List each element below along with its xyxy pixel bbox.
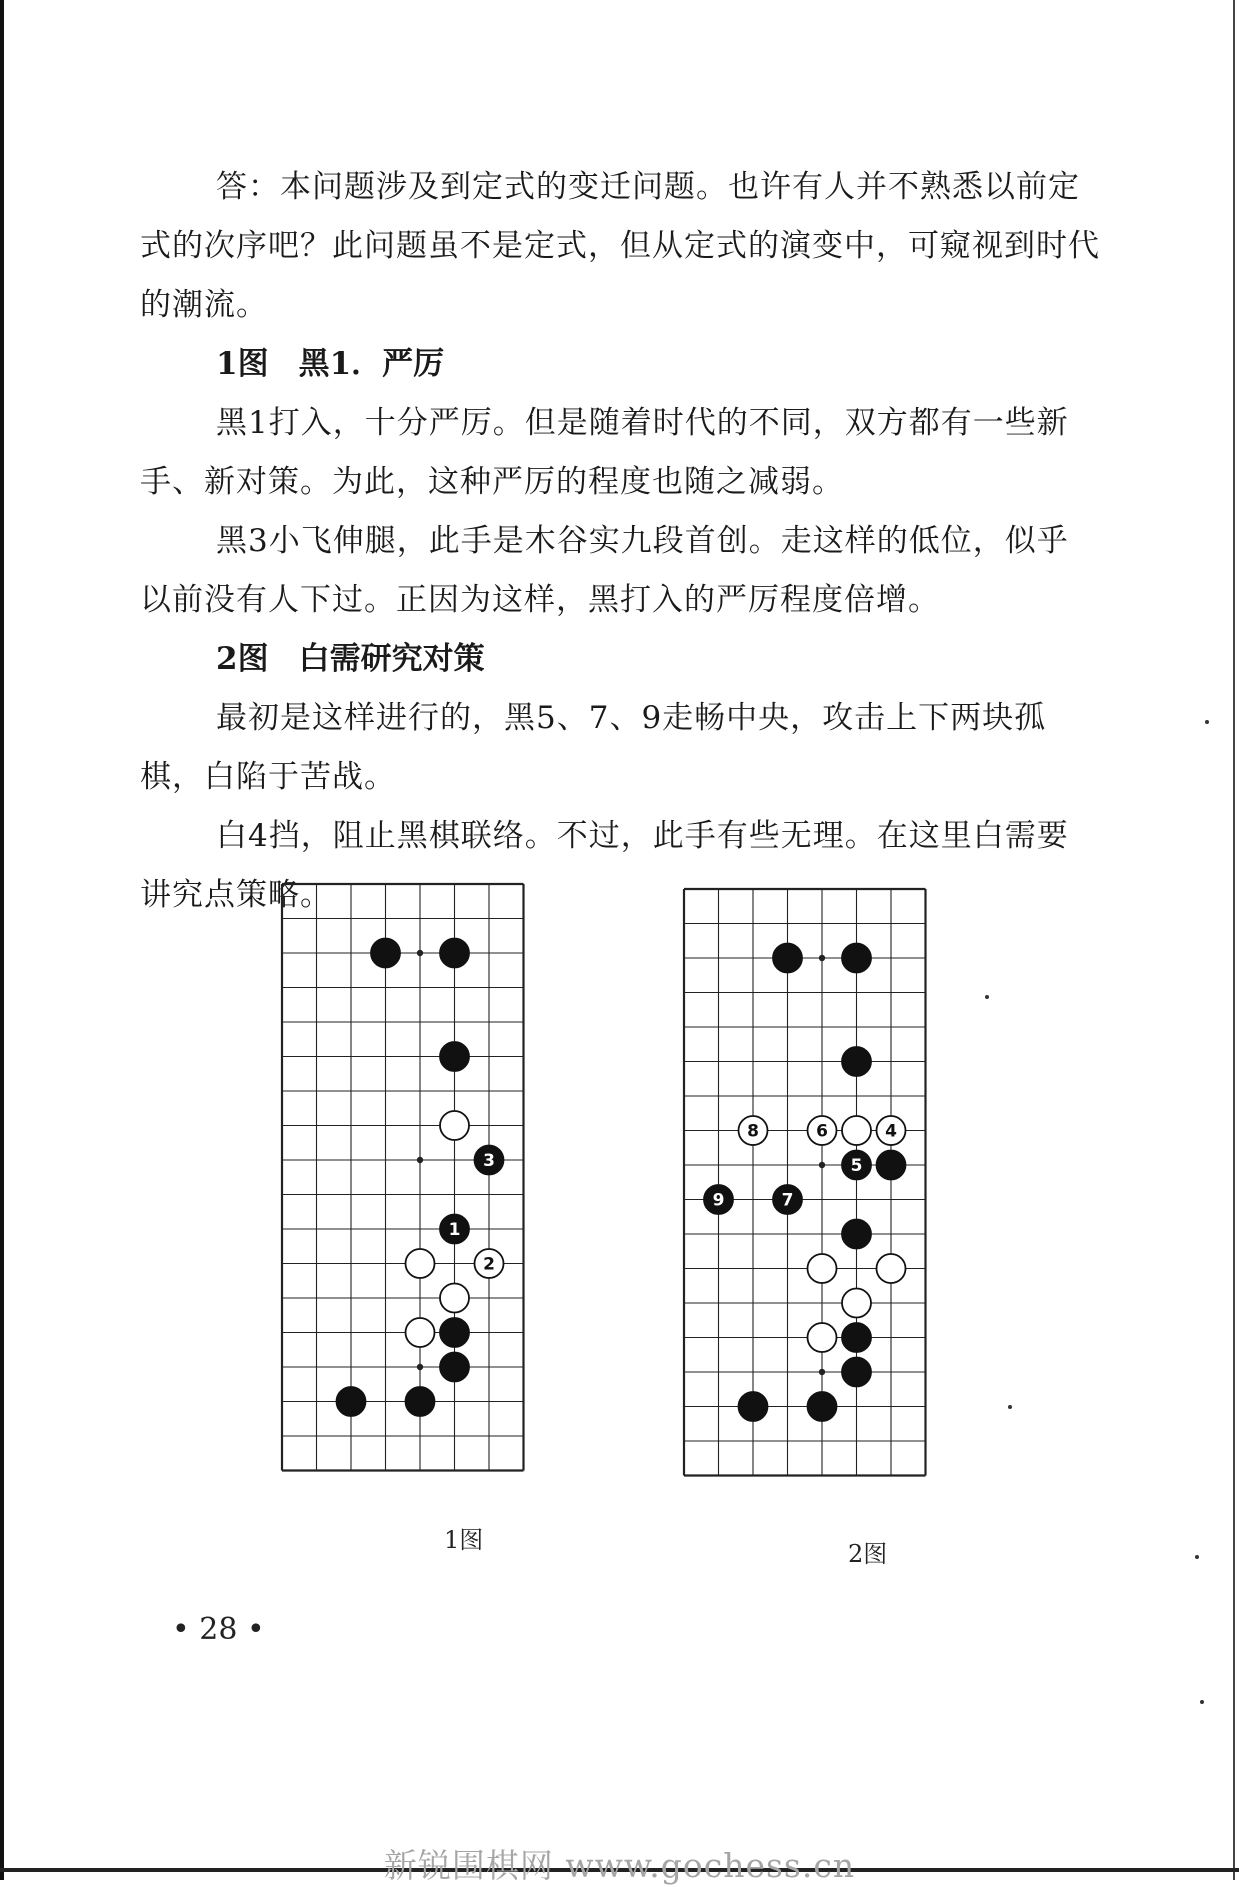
- black-stone: [877, 1151, 906, 1180]
- board-grid: [684, 889, 926, 1476]
- go-diagram-1: [278, 880, 558, 1505]
- white-stone: [475, 1249, 504, 1278]
- board-grid: [282, 884, 524, 1471]
- white-stone: [877, 1254, 906, 1283]
- scan-speck: [1205, 720, 1209, 724]
- body-text: [140, 158, 1100, 925]
- paragraph-black1: 黑1打入，十分严厉。但是随着时代的不同，双方都有一些新手、新对策。为此，这种严厉的程度也随之减弱。: [140, 405, 1069, 500]
- white-stone: [877, 1116, 906, 1145]
- black-stone: [842, 944, 871, 973]
- black-stone: [406, 1387, 435, 1416]
- black-stone: [440, 939, 469, 968]
- move-number-label: 7: [781, 1190, 794, 1211]
- white-stone: [808, 1116, 837, 1145]
- move-number-label: 3: [483, 1151, 495, 1171]
- white-stone: [808, 1254, 837, 1283]
- move-number-label: 5: [850, 1156, 863, 1176]
- black-stone: [842, 1047, 871, 1076]
- star-point: [819, 955, 825, 961]
- black-stone: [739, 1392, 768, 1421]
- black-stone: [842, 1358, 871, 1387]
- white-stone: [406, 1249, 435, 1278]
- star-point: [819, 1369, 825, 1375]
- black-stone: [440, 1215, 469, 1244]
- go-diagram-2: [680, 885, 960, 1510]
- move-number-label: 6: [816, 1121, 828, 1142]
- star-point: [417, 950, 423, 956]
- black-stone: [440, 1353, 469, 1382]
- scan-border-left: [0, 0, 4, 1880]
- white-stone: [406, 1318, 435, 1347]
- figure1-caption: 1图: [444, 1526, 484, 1554]
- black-stone: [337, 1387, 366, 1416]
- figure1-heading-text: 黑1．严厉: [298, 346, 445, 382]
- white-stone: [808, 1323, 837, 1352]
- white-stone: [739, 1116, 768, 1145]
- scan-speck: [1200, 1700, 1204, 1704]
- paragraph-moves: 最初是这样进行的，黑5、7、9走畅中央，攻击上下两块孤棋，白陷于苦战。: [140, 700, 1047, 795]
- white-stone: [440, 1111, 469, 1140]
- black-stone: [808, 1392, 837, 1421]
- white-stone: [842, 1116, 871, 1145]
- figure2-heading-number: 2图: [216, 641, 269, 677]
- move-number-label: 1: [448, 1220, 461, 1240]
- figure1-heading-number: 1图: [216, 346, 269, 382]
- black-stone: [475, 1146, 504, 1175]
- figure1-heading: [140, 335, 1100, 394]
- scan-speck: [1195, 1555, 1199, 1559]
- figure2-heading: [140, 630, 1100, 689]
- star-point: [417, 1364, 423, 1370]
- scan-speck: [985, 995, 989, 999]
- answer-paragraph: 答：本问题涉及到定式的变迁问题。也许有人并不熟悉以前定式的次序吧？此问题虽不是定式，但从定式的演变中，可窥视到时代的潮流。: [140, 169, 1100, 323]
- white-stone: [440, 1284, 469, 1313]
- move-number-label: 8: [747, 1121, 759, 1142]
- star-point: [819, 1162, 825, 1168]
- figure2-heading-text: 白需研究对策: [298, 641, 485, 677]
- black-stone: [440, 1318, 469, 1347]
- black-stone: [704, 1185, 733, 1214]
- black-stone: [773, 944, 802, 973]
- page-number: • 28 •: [172, 1612, 265, 1647]
- black-stone: [440, 1042, 469, 1071]
- black-stone: [842, 1220, 871, 1249]
- black-stone: [842, 1323, 871, 1352]
- black-stone: [842, 1151, 871, 1180]
- black-stone: [773, 1185, 802, 1214]
- scan-border-right: [1233, 0, 1235, 1880]
- white-stone: [842, 1289, 871, 1318]
- paragraph-black3: 黑3小飞伸腿，此手是木谷实九段首创。走这样的低位，似乎以前没有人下过。正因为这样，黑打入的严厉程度倍增。: [140, 523, 1069, 618]
- website-watermark: 新锐围棋网 www.gochess.cn: [383, 1846, 856, 1885]
- figure2-caption: 2图: [848, 1540, 888, 1568]
- black-stone: [371, 939, 400, 968]
- scan-speck: [1008, 1405, 1012, 1409]
- move-number-label: 2: [483, 1254, 495, 1275]
- star-point: [417, 1157, 423, 1163]
- paragraph-white4: 白4挡，阻止黑棋联络。不过，此手有些无理。在这里白需要讲究点策略。: [140, 818, 1069, 913]
- move-number-label: 9: [712, 1190, 725, 1211]
- move-number-label: 4: [885, 1121, 897, 1142]
